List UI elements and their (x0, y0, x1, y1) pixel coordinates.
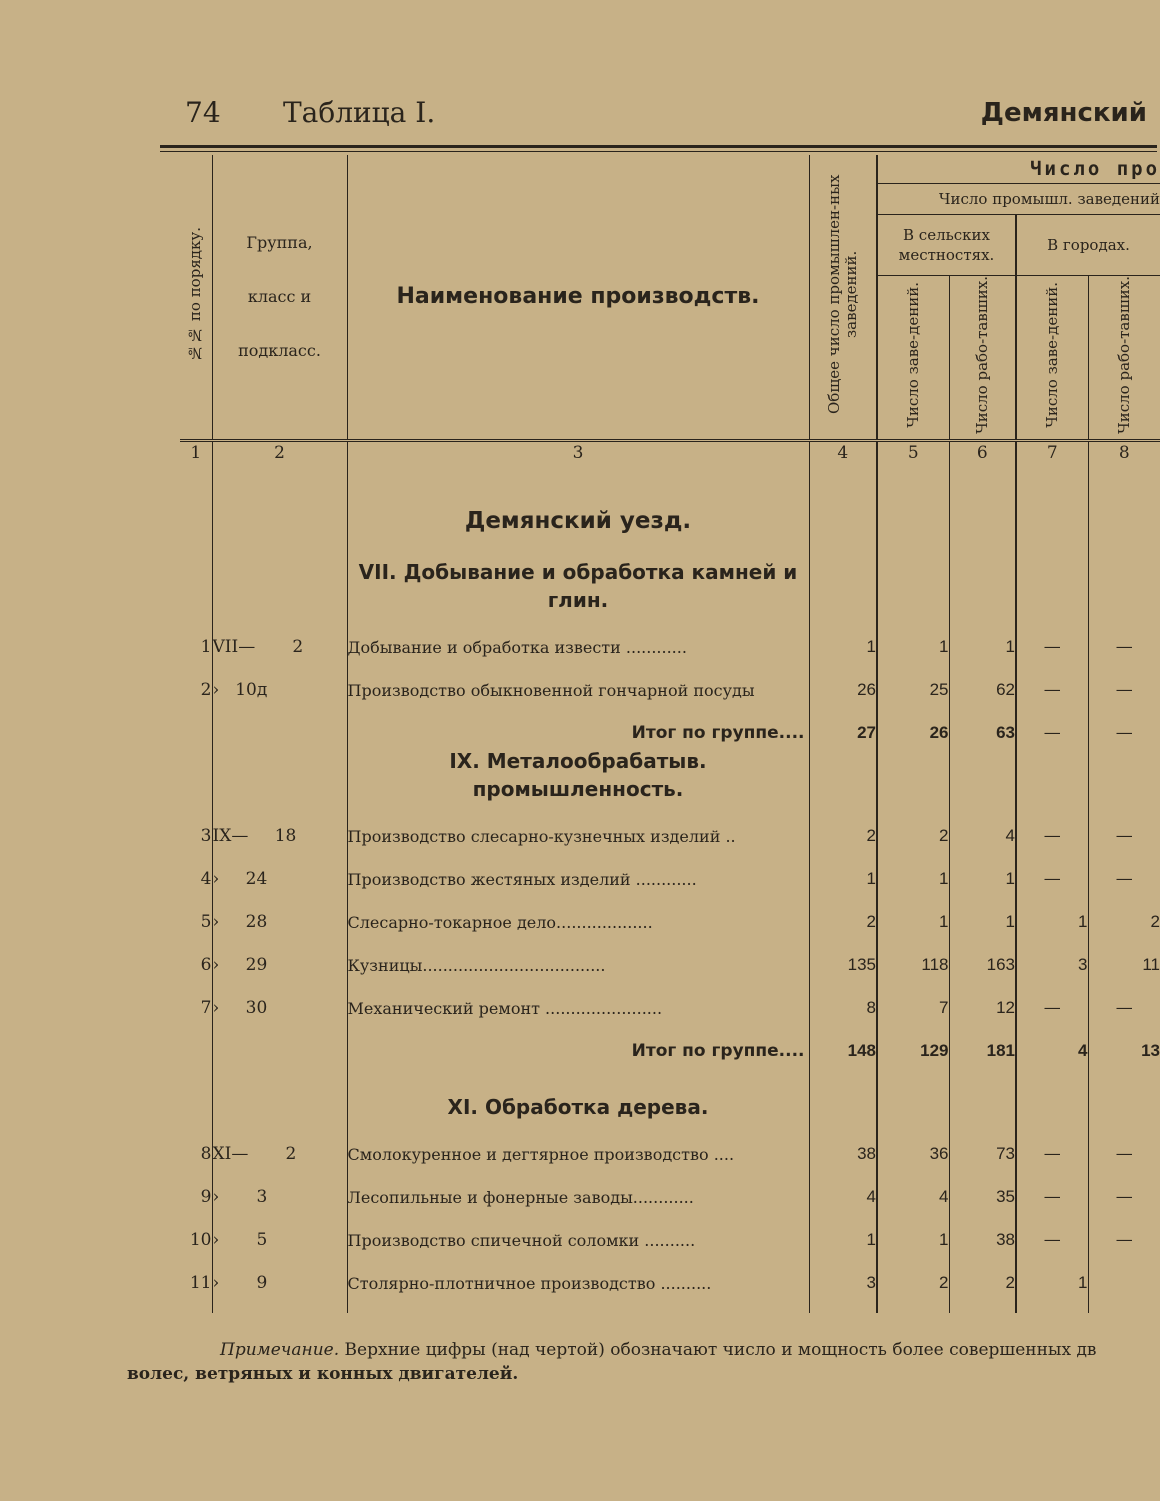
rural-establishments: 2 (877, 1250, 949, 1293)
rural-workers: 12 (949, 975, 1016, 1018)
section-title: XI. Обработка дерева. (347, 1061, 809, 1121)
rural-establishments: 25 (877, 657, 949, 700)
rural-establishments: 1 (877, 614, 949, 657)
district-title: Демянский уезд. (347, 464, 809, 534)
empty-cell (212, 1018, 347, 1061)
empty-cell (1016, 464, 1088, 534)
urban-establishments: 4 (1016, 1018, 1088, 1061)
production-name: Добывание и обработка извести ............ (347, 614, 809, 657)
rural-establishments: 26 (877, 700, 949, 743)
empty-cell (1088, 743, 1160, 803)
col-header-urban-count: Число заве-дений. (1016, 276, 1088, 441)
total-establishments: 1 (809, 614, 877, 657)
group-total-row (180, 1018, 1160, 1061)
group-code (212, 846, 347, 889)
urban-establishments: 3 (1016, 932, 1088, 975)
empty-cell (180, 743, 212, 803)
rural-workers: 63 (949, 700, 1016, 743)
empty-cell (949, 743, 1016, 803)
empty-cell (809, 534, 877, 614)
total-establishments: 26 (809, 657, 877, 700)
col-header-top-group: Число про (877, 155, 1160, 184)
table-row (180, 1121, 1160, 1164)
group-class: › (212, 868, 220, 889)
empty-cell (809, 1061, 877, 1121)
empty-cell (1088, 534, 1160, 614)
total-establishments: 1 (809, 846, 877, 889)
total-label: Итог по группе.... (347, 1018, 809, 1061)
table-row (180, 932, 1160, 975)
total-establishments: 38 (809, 1121, 877, 1164)
urban-workers: — (1115, 997, 1133, 1018)
rural-establishments: 129 (877, 1018, 949, 1061)
empty-cell (180, 700, 212, 743)
rural-workers: 1 (949, 889, 1016, 932)
col-header-urban-workers: Число рабо-тавших. (1088, 276, 1160, 441)
empty-cell (212, 1061, 347, 1121)
col-header-urban: В городах. (1016, 215, 1160, 276)
urban-establishments: — (1016, 975, 1088, 1018)
urban-workers: — (1115, 1143, 1133, 1164)
rural-workers: 163 (949, 932, 1016, 975)
group-code (212, 975, 347, 1018)
urban-establishments: — (1016, 657, 1088, 700)
total-establishments: 135 (809, 932, 877, 975)
urban-establishments: 1 (1016, 1250, 1088, 1293)
group-code (212, 932, 347, 975)
rural-establishments: 1 (877, 889, 949, 932)
production-name: Производство обыкновенной гончарной посуды (347, 657, 809, 700)
empty-cell (180, 1061, 212, 1121)
rural-workers: 35 (949, 1164, 1016, 1207)
production-name: Кузницы.................................... (347, 932, 809, 975)
total-establishments: 3 (809, 1250, 877, 1293)
empty-cell (877, 1293, 949, 1313)
empty-cell (180, 464, 212, 534)
production-name: Производство слесарно-кузнечных изделий .. (347, 803, 809, 846)
section-title-row (180, 1061, 1160, 1121)
empty-cell (180, 1293, 212, 1313)
rural-establishments: 36 (877, 1121, 949, 1164)
rural-establishments: 118 (877, 932, 949, 975)
empty-cell (1016, 1061, 1088, 1121)
group-subclass: 2 (292, 636, 304, 657)
col-header-rural: В сельских местностях. (877, 215, 1016, 276)
production-name: Механический ремонт ....................... (347, 975, 809, 1018)
empty-cell (1016, 1293, 1088, 1313)
group-subclass: 29 (245, 954, 268, 975)
empty-cell (347, 1293, 809, 1313)
rural-establishments: 7 (877, 975, 949, 1018)
table-row (180, 1164, 1160, 1207)
empty-cell (809, 464, 877, 534)
section-title: IX. Металообрабатыв. промышленность. (347, 743, 809, 803)
empty-cell (1088, 1061, 1160, 1121)
empty-cell (180, 534, 212, 614)
rural-workers: 1 (949, 846, 1016, 889)
district-title-row (180, 464, 1160, 534)
rural-workers: 73 (949, 1121, 1016, 1164)
group-class: › (212, 1186, 220, 1207)
table-row (180, 846, 1160, 889)
group-code (212, 1207, 347, 1250)
section-title-row (180, 743, 1160, 803)
row-number: 5 (180, 889, 212, 932)
rural-workers: 38 (949, 1207, 1016, 1250)
group-class: IX— (212, 825, 249, 846)
urban-establishments: — (1016, 1164, 1088, 1207)
urban-workers: — (1115, 1186, 1133, 1207)
empty-cell (1016, 534, 1088, 614)
urban-workers: — (1115, 868, 1133, 889)
col-header-total: Общее число промышлен-ных заведений. (809, 155, 877, 440)
group-class: › (212, 954, 220, 975)
rural-establishments: 2 (877, 803, 949, 846)
urban-workers: — (1115, 722, 1133, 743)
page-header (0, 96, 1157, 136)
col-header-order: №№ по порядку. (180, 155, 212, 440)
urban-establishments: — (1016, 614, 1088, 657)
urban-establishments: — (1016, 803, 1088, 846)
col-header-group: Группа, класс и подкласс. (212, 155, 347, 440)
col-header-subgroup: Число промышл. заведений (877, 184, 1160, 215)
production-name: Слесарно-токарное дело................... (347, 889, 809, 932)
urban-workers (1088, 1250, 1160, 1293)
section-title: VII. Добывание и обработка камней и глин. (347, 534, 809, 614)
empty-cell (212, 464, 347, 534)
rural-establishments: 4 (877, 1164, 949, 1207)
table-row (180, 975, 1160, 1018)
row-number: 2 (180, 657, 212, 700)
rural-establishments: 1 (877, 1207, 949, 1250)
group-subclass: 24 (245, 868, 268, 889)
group-code (212, 803, 347, 846)
production-name: Лесопильные и фонерные заводы............ (347, 1164, 809, 1207)
group-class: › (212, 911, 220, 932)
group-subclass: 28 (245, 911, 268, 932)
col-header-rural-count: Число заве-дений. (877, 276, 949, 441)
rural-workers: 2 (949, 1250, 1016, 1293)
section-title-row (180, 534, 1160, 614)
group-class: › (212, 1272, 220, 1293)
page-number: 74 (185, 96, 221, 129)
col-header-rural-workers: Число рабо-тавших. (949, 276, 1016, 441)
table-title: Таблица I. (283, 96, 436, 129)
empty-cell (949, 534, 1016, 614)
top-rule (160, 145, 1157, 148)
group-subclass: 3 (256, 1186, 268, 1207)
urban-establishments: 1 (1016, 889, 1088, 932)
urban-workers: — (1115, 636, 1133, 657)
urban-establishments: — (1016, 1121, 1088, 1164)
group-subclass: 10д (235, 679, 268, 700)
row-number: 9 (180, 1164, 212, 1207)
rural-workers: 181 (949, 1018, 1016, 1061)
empty-cell (877, 534, 949, 614)
running-head-district: Демянский (980, 98, 1147, 128)
row-number: 10 (180, 1207, 212, 1250)
empty-cell (212, 534, 347, 614)
rural-workers: 1 (949, 614, 1016, 657)
table-body (180, 464, 1160, 1313)
group-subclass: 5 (256, 1229, 268, 1250)
total-establishments: 2 (809, 803, 877, 846)
table-row (180, 1207, 1160, 1250)
empty-cell (1088, 464, 1160, 534)
production-name: Производство спичечной соломки .......... (347, 1207, 809, 1250)
empty-cell (1088, 1293, 1160, 1313)
footnote (127, 1338, 1155, 1386)
group-code (212, 614, 347, 657)
group-code (212, 1250, 347, 1293)
total-establishments: 2 (809, 889, 877, 932)
urban-workers: — (1115, 825, 1133, 846)
spacer-row (180, 1293, 1160, 1313)
row-number: 8 (180, 1121, 212, 1164)
col-header-name: Наименование производств. (347, 155, 809, 440)
table-row (180, 889, 1160, 932)
row-number: 6 (180, 932, 212, 975)
empty-cell (809, 1293, 877, 1313)
rural-workers: 4 (949, 803, 1016, 846)
empty-cell (877, 464, 949, 534)
total-establishments: 8 (809, 975, 877, 1018)
group-class: VII— (212, 636, 256, 657)
row-number: 4 (180, 846, 212, 889)
empty-cell (212, 700, 347, 743)
group-class: › (212, 997, 220, 1018)
empty-cell (180, 1018, 212, 1061)
group-total-row (180, 700, 1160, 743)
row-number: 11 (180, 1250, 212, 1293)
total-establishments: 27 (809, 700, 877, 743)
empty-cell (949, 464, 1016, 534)
column-number-row: 1 2 3 4 5 6 7 8 (180, 440, 1160, 464)
empty-cell (809, 743, 877, 803)
urban-establishments: — (1016, 1207, 1088, 1250)
total-label: Итог по группе.... (347, 700, 809, 743)
production-name: Производство жестяных изделий ............ (347, 846, 809, 889)
empty-cell (949, 1293, 1016, 1313)
footnote-line-2: волес, ветряных и конных двигателей. (127, 1364, 519, 1384)
total-establishments: 1 (809, 1207, 877, 1250)
group-subclass: 9 (256, 1272, 268, 1293)
group-code (212, 889, 347, 932)
statistics-table (180, 155, 1160, 1313)
group-class: XI— (212, 1143, 249, 1164)
table-row (180, 614, 1160, 657)
empty-cell (877, 1061, 949, 1121)
group-subclass: 18 (274, 825, 297, 846)
group-class: › (212, 679, 220, 700)
group-class: › (212, 1229, 220, 1250)
row-number: 1 (180, 614, 212, 657)
rural-establishments: 1 (877, 846, 949, 889)
urban-establishments: — (1016, 700, 1088, 743)
total-establishments: 148 (809, 1018, 877, 1061)
total-establishments: 4 (809, 1164, 877, 1207)
group-code (212, 657, 347, 700)
urban-workers: 2 (1150, 911, 1160, 931)
row-number: 7 (180, 975, 212, 1018)
footnote-label: Примечание. (220, 1340, 340, 1360)
footnote-line-1: Верхние цифры (над чертой) обозначают число и мощность более совершенных дв (344, 1340, 1097, 1360)
table-row (180, 803, 1160, 846)
top-rule-thin (160, 151, 1157, 152)
urban-workers: 11 (1142, 954, 1160, 974)
empty-cell (949, 1061, 1016, 1121)
table-row (180, 657, 1160, 700)
group-code (212, 1121, 347, 1164)
table-row (180, 1250, 1160, 1293)
production-name: Смолокуренное и дегтярное производство .... (347, 1121, 809, 1164)
rural-workers: 62 (949, 657, 1016, 700)
empty-cell (1016, 743, 1088, 803)
urban-workers: 13 (1141, 1040, 1160, 1060)
group-subclass: 30 (245, 997, 268, 1018)
row-number: 3 (180, 803, 212, 846)
empty-cell (877, 743, 949, 803)
empty-cell (212, 1293, 347, 1313)
group-code (212, 1164, 347, 1207)
production-name: Столярно-плотничное производство .......... (347, 1250, 809, 1293)
group-subclass: 2 (285, 1143, 297, 1164)
urban-workers: — (1115, 679, 1133, 700)
urban-establishments: — (1016, 846, 1088, 889)
empty-cell (212, 743, 347, 803)
urban-workers: — (1115, 1229, 1133, 1250)
